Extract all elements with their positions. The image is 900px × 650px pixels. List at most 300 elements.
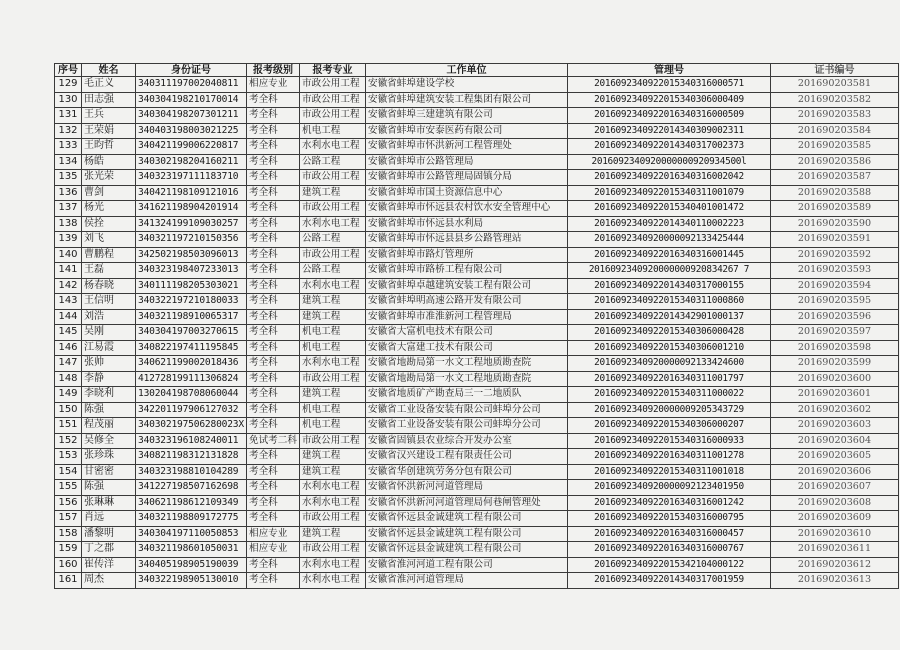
cell-work-unit: 安徽省怀洪新河河道管理局 — [366, 480, 568, 496]
cell-seq: 151 — [55, 418, 82, 434]
cell-seq: 149 — [55, 387, 82, 403]
cell-work-unit: 安徽省蚌埠市公路管理局 — [366, 154, 568, 170]
cell-name: 王荣娟 — [82, 123, 136, 139]
cell-work-unit: 安徽省蚌埠市国土资源信息中心 — [366, 185, 568, 201]
cell-management-no: 2016092340922015340306001210 — [568, 340, 771, 356]
cell-work-unit: 安徽省工业设备安装有限公司蚌埠分公司 — [366, 402, 568, 418]
cell-management-no: 2016092340922015340401001472 — [568, 201, 771, 217]
cell-seq: 143 — [55, 294, 82, 310]
cell-id-number: 340321198910065317 — [136, 309, 247, 325]
cell-work-unit: 安徽省蚌埠市准淮新河工程管理局 — [366, 309, 568, 325]
cell-seq: 147 — [55, 356, 82, 372]
cell-exam-level: 考全科 — [247, 185, 300, 201]
cell-management-no: 2016092340922016340316000509 — [568, 108, 771, 124]
table-row — [55, 340, 899, 356]
cell-exam-major: 市政公用工程 — [300, 201, 366, 217]
cell-exam-major: 水利水电工程 — [300, 216, 366, 232]
cell-id-number: 340621198612109349 — [136, 495, 247, 511]
cell-name: 丁之郡 — [82, 542, 136, 558]
cell-exam-level: 考全科 — [247, 480, 300, 496]
cell-id-number: 340421199006220817 — [136, 139, 247, 155]
cell-name: 甘密密 — [82, 464, 136, 480]
cell-management-no: 2016092340922014340317001959 — [568, 573, 771, 589]
cell-seq: 132 — [55, 123, 82, 139]
cell-exam-major: 建筑工程 — [300, 294, 366, 310]
cell-certificate-no: 201690203592 — [771, 247, 899, 263]
cell-seq: 129 — [55, 77, 82, 93]
cell-seq: 131 — [55, 108, 82, 124]
cell-work-unit: 安徽省蚌埠卓越建筑安装工程有限公司 — [366, 278, 568, 294]
table-row — [55, 511, 899, 527]
cell-certificate-no: 201690203611 — [771, 542, 899, 558]
table-row — [55, 542, 899, 558]
table-row — [55, 263, 899, 279]
cell-exam-level: 考全科 — [247, 263, 300, 279]
cell-management-no: 2016092340920000000920934500l — [568, 154, 771, 170]
cell-seq: 137 — [55, 201, 82, 217]
table-row — [55, 294, 899, 310]
cell-work-unit: 安徽省大富机电技术有限公司 — [366, 325, 568, 341]
cell-id-number: 340323198810104289 — [136, 464, 247, 480]
cell-id-number: 340822197411195845 — [136, 340, 247, 356]
cell-certificate-no: 201690203587 — [771, 170, 899, 186]
cell-work-unit: 安徽省地质矿产勘查局三一二地质队 — [366, 387, 568, 403]
cell-exam-level: 考全科 — [247, 325, 300, 341]
cell-name: 张帅 — [82, 356, 136, 372]
cell-name: 侯拴 — [82, 216, 136, 232]
cell-exam-level: 考全科 — [247, 232, 300, 248]
cell-seq: 161 — [55, 573, 82, 589]
cell-management-no: 2016092340922016340316000767 — [568, 542, 771, 558]
cell-seq: 135 — [55, 170, 82, 186]
cell-exam-level: 考全科 — [247, 108, 300, 124]
table-row — [55, 526, 899, 542]
table-row — [55, 170, 899, 186]
cell-seq: 139 — [55, 232, 82, 248]
table-row — [55, 325, 899, 341]
cell-management-no: 2016092340922016340316002042 — [568, 170, 771, 186]
cell-certificate-no: 201690203609 — [771, 511, 899, 527]
header-management-no: 管理号 — [568, 64, 771, 77]
cell-certificate-no: 201690203608 — [771, 495, 899, 511]
cell-name: 江易霞 — [82, 340, 136, 356]
table-row — [55, 573, 899, 589]
cell-id-number: 412728199111306824 — [136, 371, 247, 387]
header-work-unit: 工作单位 — [366, 64, 568, 77]
cell-exam-major: 水利水电工程 — [300, 356, 366, 372]
cell-id-number: 130204198708060044 — [136, 387, 247, 403]
table-row — [55, 154, 899, 170]
cell-name: 李静 — [82, 371, 136, 387]
cell-management-no: 2016092340920000000920834267 7 — [568, 263, 771, 279]
cell-exam-major: 水利水电工程 — [300, 495, 366, 511]
table-row — [55, 216, 899, 232]
cell-exam-major: 水利水电工程 — [300, 557, 366, 573]
cell-management-no: 2016092340922015340316000795 — [568, 511, 771, 527]
cell-id-number: 340323196108240011 — [136, 433, 247, 449]
cell-certificate-no: 201690203603 — [771, 418, 899, 434]
cell-certificate-no: 201690203601 — [771, 387, 899, 403]
cell-certificate-no: 201690203597 — [771, 325, 899, 341]
cell-name: 张珍珠 — [82, 449, 136, 465]
cell-name: 周杰 — [82, 573, 136, 589]
cell-exam-major: 市政公用工程 — [300, 170, 366, 186]
cell-seq: 156 — [55, 495, 82, 511]
cell-certificate-no: 201690203588 — [771, 185, 899, 201]
cell-certificate-no: 201690203586 — [771, 154, 899, 170]
cell-management-no: 2016092340922015340311000860 — [568, 294, 771, 310]
table-row — [55, 495, 899, 511]
cell-exam-major: 公路工程 — [300, 154, 366, 170]
cell-seq: 141 — [55, 263, 82, 279]
cell-id-number: 340821198312131828 — [136, 449, 247, 465]
cell-seq: 148 — [55, 371, 82, 387]
cell-id-number: 340322197210180033 — [136, 294, 247, 310]
cell-name: 李晓利 — [82, 387, 136, 403]
cell-management-no: 2016092340922016340311001797 — [568, 371, 771, 387]
cell-work-unit: 安徽省蚌埠市路灯管理所 — [366, 247, 568, 263]
cell-id-number: 340321197210150356 — [136, 232, 247, 248]
cell-name: 程茂丽 — [82, 418, 136, 434]
cell-work-unit: 安徽省固镇县农业综合开发办公室 — [366, 433, 568, 449]
cell-work-unit: 安徽省蚌埠市怀洪新河工程管理处 — [366, 139, 568, 155]
cell-seq: 145 — [55, 325, 82, 341]
cell-exam-major: 市政公用工程 — [300, 433, 366, 449]
cell-id-number: 340304198210170014 — [136, 92, 247, 108]
cell-exam-major: 水利水电工程 — [300, 573, 366, 589]
cell-seq: 160 — [55, 557, 82, 573]
cell-certificate-no: 201690203581 — [771, 77, 899, 93]
cell-name: 毛正义 — [82, 77, 136, 93]
cell-exam-major: 机电工程 — [300, 123, 366, 139]
cell-name: 刘飞 — [82, 232, 136, 248]
table-row — [55, 557, 899, 573]
cell-exam-level: 考全科 — [247, 340, 300, 356]
cell-work-unit: 安徽省蚌埠市路桥工程有限公司 — [366, 263, 568, 279]
cell-id-number: 340321198809172775 — [136, 511, 247, 527]
cell-exam-level: 考全科 — [247, 92, 300, 108]
header-name: 姓名 — [82, 64, 136, 77]
cell-id-number: 340302198204160211 — [136, 154, 247, 170]
cell-exam-major: 机电工程 — [300, 402, 366, 418]
table-row — [55, 464, 899, 480]
cell-exam-major: 市政公用工程 — [300, 92, 366, 108]
cell-exam-level: 考全科 — [247, 123, 300, 139]
cell-work-unit: 安徽省大富建工技术有限公司 — [366, 340, 568, 356]
cell-certificate-no: 201690203607 — [771, 480, 899, 496]
table-row — [55, 418, 899, 434]
cell-name: 吴修全 — [82, 433, 136, 449]
cell-management-no: 2016092340922016340316000457 — [568, 526, 771, 542]
cell-work-unit: 安徽省地勘局第一水文工程地质勘查院 — [366, 356, 568, 372]
cell-work-unit: 安徽省蚌埠市怀远县水利局 — [366, 216, 568, 232]
table-row — [55, 402, 899, 418]
cell-id-number: 341227198507162698 — [136, 480, 247, 496]
cell-name: 田志强 — [82, 92, 136, 108]
cell-management-no: 2016092340922014340317000155 — [568, 278, 771, 294]
cell-management-no: 2016092340920000009205343729 — [568, 402, 771, 418]
cell-name: 潘黎明 — [82, 526, 136, 542]
cell-id-number: 340304198207301211 — [136, 108, 247, 124]
cell-certificate-no: 201690203589 — [771, 201, 899, 217]
cell-seq: 130 — [55, 92, 82, 108]
cell-name: 王兵 — [82, 108, 136, 124]
cell-management-no: 2016092340922016340316001445 — [568, 247, 771, 263]
cell-exam-level: 考全科 — [247, 356, 300, 372]
cell-certificate-no: 201690203594 — [771, 278, 899, 294]
cell-id-number: 340302197506280023X — [136, 418, 247, 434]
cell-certificate-no: 201690203591 — [771, 232, 899, 248]
cell-exam-level: 考全科 — [247, 294, 300, 310]
cell-certificate-no: 201690203613 — [771, 573, 899, 589]
cell-exam-level: 考全科 — [247, 511, 300, 527]
cell-work-unit: 安徽省地勘局第一水文工程地质勘查院 — [366, 371, 568, 387]
cell-management-no: 2016092340920000092133424600 — [568, 356, 771, 372]
cell-exam-major: 市政公用工程 — [300, 542, 366, 558]
cell-certificate-no: 201690203612 — [771, 557, 899, 573]
cell-exam-major: 建筑工程 — [300, 387, 366, 403]
cell-id-number: 341324199109030257 — [136, 216, 247, 232]
cell-exam-level: 考全科 — [247, 557, 300, 573]
cell-work-unit: 安徽省蚌埠明高速公路开发有限公司 — [366, 294, 568, 310]
cell-exam-level: 考全科 — [247, 371, 300, 387]
table-row — [55, 108, 899, 124]
table-row — [55, 92, 899, 108]
cell-exam-major: 水利水电工程 — [300, 139, 366, 155]
cell-id-number: 342502198503096013 — [136, 247, 247, 263]
cell-name: 曹鹏程 — [82, 247, 136, 263]
cell-management-no: 2016092340922015342104000122 — [568, 557, 771, 573]
cell-id-number: 340304197003270615 — [136, 325, 247, 341]
header-exam-level: 报考级别 — [247, 64, 300, 77]
cell-exam-level: 考全科 — [247, 573, 300, 589]
cell-seq: 152 — [55, 433, 82, 449]
cell-work-unit: 安徽省蚌埠市怀远县农村饮水安全管理中心 — [366, 201, 568, 217]
cell-work-unit: 安徽省怀远县金诚建筑工程有限公司 — [366, 542, 568, 558]
cell-work-unit: 安徽省怀远县金诚建筑工程有限公司 — [366, 511, 568, 527]
cell-name: 曹剑 — [82, 185, 136, 201]
cell-seq: 144 — [55, 309, 82, 325]
cell-work-unit: 安徽省蚌埠市公路管理局固镇分局 — [366, 170, 568, 186]
table-row — [55, 387, 899, 403]
cell-exam-major: 机电工程 — [300, 418, 366, 434]
table-row — [55, 480, 899, 496]
cell-management-no: 2016092340922015340311001079 — [568, 185, 771, 201]
cell-id-number: 342201197906127032 — [136, 402, 247, 418]
cell-seq: 134 — [55, 154, 82, 170]
cell-name: 陈强 — [82, 480, 136, 496]
cell-work-unit: 安徽省蚌埠建设学校 — [366, 77, 568, 93]
cell-work-unit: 安徽省工业设备安装有限公司蚌埠分公司 — [366, 418, 568, 434]
cell-work-unit: 安徽省华创建筑劳务分包有限公司 — [366, 464, 568, 480]
cell-name: 王昀哲 — [82, 139, 136, 155]
cell-exam-level: 考全科 — [247, 154, 300, 170]
cell-id-number: 340322198905130010 — [136, 573, 247, 589]
cell-exam-level: 考全科 — [247, 247, 300, 263]
table-row — [55, 139, 899, 155]
header-certificate-no: 证书编号 — [771, 64, 899, 77]
cell-certificate-no: 201690203602 — [771, 402, 899, 418]
cell-id-number: 341621198904201914 — [136, 201, 247, 217]
cell-certificate-no: 201690203584 — [771, 123, 899, 139]
cell-seq: 138 — [55, 216, 82, 232]
cell-exam-major: 建筑工程 — [300, 309, 366, 325]
cell-certificate-no: 201690203600 — [771, 371, 899, 387]
cell-certificate-no: 201690203598 — [771, 340, 899, 356]
cell-certificate-no: 201690203604 — [771, 433, 899, 449]
cell-name: 杨皓 — [82, 154, 136, 170]
cell-management-no: 2016092340922015340316000933 — [568, 433, 771, 449]
cell-id-number: 340405198905190039 — [136, 557, 247, 573]
table-row — [55, 232, 899, 248]
cell-exam-major: 市政公用工程 — [300, 77, 366, 93]
cell-id-number: 340321198601050031 — [136, 542, 247, 558]
certificate-roster-table — [54, 63, 899, 589]
cell-id-number: 340111198205303021 — [136, 278, 247, 294]
table-row — [55, 278, 899, 294]
cell-exam-level: 考全科 — [247, 170, 300, 186]
header-row — [55, 64, 899, 77]
table-row — [55, 356, 899, 372]
cell-certificate-no: 201690203596 — [771, 309, 899, 325]
cell-certificate-no: 201690203593 — [771, 263, 899, 279]
cell-exam-level: 相应专业 — [247, 77, 300, 93]
header-exam-major: 报考专业 — [300, 64, 366, 77]
cell-seq: 159 — [55, 542, 82, 558]
cell-work-unit: 安徽省蚌埠市安泰医药有限公司 — [366, 123, 568, 139]
cell-seq: 155 — [55, 480, 82, 496]
cell-exam-level: 考全科 — [247, 449, 300, 465]
cell-management-no: 2016092340922014342901000137 — [568, 309, 771, 325]
cell-work-unit: 安徽省怀洪新河河道管理局何巷闸管理处 — [366, 495, 568, 511]
cell-exam-major: 机电工程 — [300, 340, 366, 356]
cell-name: 杨光 — [82, 201, 136, 217]
table-row — [55, 371, 899, 387]
cell-name: 张琳琳 — [82, 495, 136, 511]
cell-exam-level: 考全科 — [247, 387, 300, 403]
table-row — [55, 433, 899, 449]
cell-exam-major: 市政公用工程 — [300, 108, 366, 124]
cell-name: 杨春晓 — [82, 278, 136, 294]
cell-id-number: 340323197111183710 — [136, 170, 247, 186]
cell-exam-level: 考全科 — [247, 216, 300, 232]
cell-exam-level: 相应专业 — [247, 526, 300, 542]
cell-management-no: 2016092340920000092123401950 — [568, 480, 771, 496]
cell-exam-major: 市政公用工程 — [300, 371, 366, 387]
cell-management-no: 2016092340922014340317002373 — [568, 139, 771, 155]
cell-exam-level: 考全科 — [247, 139, 300, 155]
cell-work-unit: 安徽省汉兴建设工程有限责任公司 — [366, 449, 568, 465]
cell-certificate-no: 201690203582 — [771, 92, 899, 108]
cell-name: 肖远 — [82, 511, 136, 527]
cell-seq: 154 — [55, 464, 82, 480]
cell-management-no: 2016092340922016340311001278 — [568, 449, 771, 465]
cell-name: 陈强 — [82, 402, 136, 418]
cell-management-no: 2016092340922014340110002223 — [568, 216, 771, 232]
cell-id-number: 340421198109121016 — [136, 185, 247, 201]
cell-exam-level: 考全科 — [247, 201, 300, 217]
cell-id-number: 340403198003021225 — [136, 123, 247, 139]
cell-certificate-no: 201690203595 — [771, 294, 899, 310]
cell-work-unit: 安徽省怀远县金诚建筑工程有限公司 — [366, 526, 568, 542]
cell-certificate-no: 201690203599 — [771, 356, 899, 372]
cell-certificate-no: 201690203610 — [771, 526, 899, 542]
cell-work-unit: 安徽省蚌埠市怀远县县乡公路管理站 — [366, 232, 568, 248]
cell-management-no: 2016092340920000092133425444 — [568, 232, 771, 248]
cell-management-no: 2016092340922015340306000409 — [568, 92, 771, 108]
cell-exam-level: 考全科 — [247, 402, 300, 418]
table-row — [55, 77, 899, 93]
cell-seq: 136 — [55, 185, 82, 201]
cell-seq: 142 — [55, 278, 82, 294]
cell-work-unit: 安徽省蚌埠三建建筑有限公司 — [366, 108, 568, 124]
table-row — [55, 309, 899, 325]
cell-name: 吴刚 — [82, 325, 136, 341]
cell-name: 王磊 — [82, 263, 136, 279]
cell-exam-level: 相应专业 — [247, 542, 300, 558]
cell-certificate-no: 201690203605 — [771, 449, 899, 465]
cell-seq: 153 — [55, 449, 82, 465]
cell-exam-major: 建筑工程 — [300, 526, 366, 542]
cell-exam-level: 考全科 — [247, 464, 300, 480]
cell-exam-major: 建筑工程 — [300, 185, 366, 201]
cell-name: 张光荣 — [82, 170, 136, 186]
cell-exam-level: 考全科 — [247, 418, 300, 434]
cell-certificate-no: 201690203583 — [771, 108, 899, 124]
cell-management-no: 2016092340922014340309002311 — [568, 123, 771, 139]
cell-exam-major: 机电工程 — [300, 325, 366, 341]
cell-id-number: 340621199002018436 — [136, 356, 247, 372]
cell-exam-major: 公路工程 — [300, 263, 366, 279]
cell-work-unit: 安徽省蚌埠建筑安装工程集团有限公司 — [366, 92, 568, 108]
cell-certificate-no: 201690203606 — [771, 464, 899, 480]
cell-exam-major: 公路工程 — [300, 232, 366, 248]
cell-seq: 140 — [55, 247, 82, 263]
cell-management-no: 2016092340922015340306000207 — [568, 418, 771, 434]
cell-name: 王信明 — [82, 294, 136, 310]
cell-seq: 150 — [55, 402, 82, 418]
header-id-number: 身份证号 — [136, 64, 247, 77]
table-row — [55, 247, 899, 263]
cell-exam-level: 免试考二科 — [247, 433, 300, 449]
cell-certificate-no: 201690203585 — [771, 139, 899, 155]
table-row — [55, 123, 899, 139]
cell-exam-major: 建筑工程 — [300, 464, 366, 480]
cell-seq: 158 — [55, 526, 82, 542]
cell-management-no: 2016092340922015340316000571 — [568, 77, 771, 93]
cell-id-number: 340311197002040811 — [136, 77, 247, 93]
cell-exam-major: 水利水电工程 — [300, 278, 366, 294]
cell-seq: 146 — [55, 340, 82, 356]
cell-management-no: 2016092340922015340306000428 — [568, 325, 771, 341]
cell-name: 刘浩 — [82, 309, 136, 325]
table-row — [55, 201, 899, 217]
cell-exam-major: 市政公用工程 — [300, 247, 366, 263]
cell-id-number: 340323198407233013 — [136, 263, 247, 279]
cell-exam-major: 水利水电工程 — [300, 480, 366, 496]
cell-exam-level: 考全科 — [247, 495, 300, 511]
cell-management-no: 2016092340922015340311001018 — [568, 464, 771, 480]
cell-exam-level: 考全科 — [247, 309, 300, 325]
table-row — [55, 449, 899, 465]
cell-seq: 133 — [55, 139, 82, 155]
cell-certificate-no: 201690203590 — [771, 216, 899, 232]
cell-name: 崔传洋 — [82, 557, 136, 573]
cell-seq: 157 — [55, 511, 82, 527]
header-seq: 序号 — [55, 64, 82, 77]
table-row — [55, 185, 899, 201]
cell-work-unit: 安徽省淮河河道管理局 — [366, 573, 568, 589]
